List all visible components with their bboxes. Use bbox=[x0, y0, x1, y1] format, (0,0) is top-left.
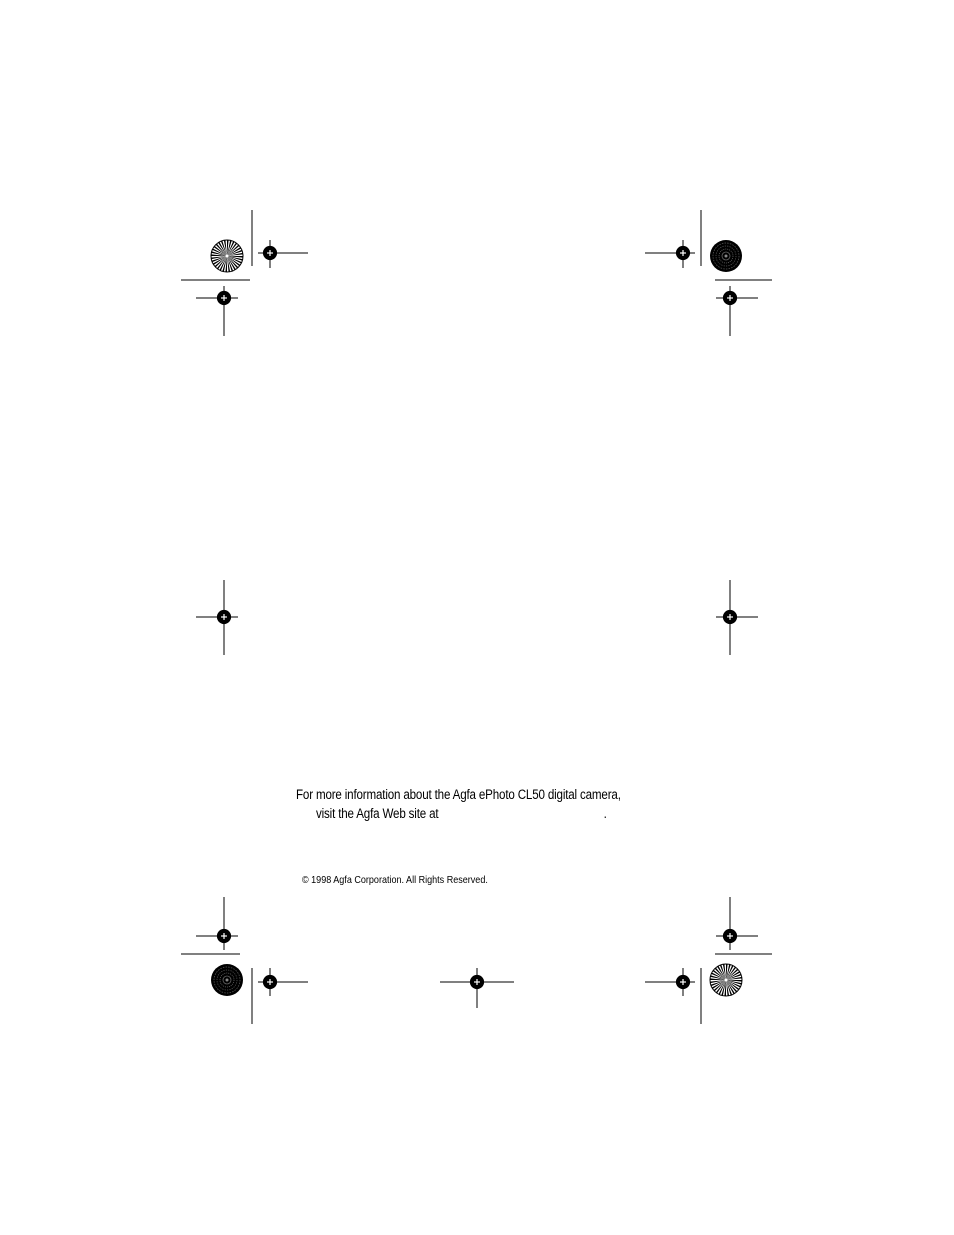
dark-target-bottom-left bbox=[211, 964, 243, 996]
registration-mark bbox=[258, 968, 308, 996]
registration-mark bbox=[645, 240, 695, 268]
starburst-target-top-left bbox=[211, 240, 243, 272]
registration-mark bbox=[258, 240, 308, 268]
registration-mark bbox=[645, 968, 695, 996]
registration-mark bbox=[196, 580, 238, 655]
dark-target-top-right bbox=[710, 240, 742, 272]
sentence-period: . bbox=[603, 806, 607, 821]
registration-mark bbox=[196, 897, 238, 950]
registration-mark bbox=[716, 286, 758, 336]
visit-web-site-text: visit the Agfa Web site at bbox=[316, 806, 439, 821]
info-text-line-2 bbox=[316, 806, 607, 822]
registration-mark bbox=[440, 968, 514, 1008]
registration-mark bbox=[716, 580, 758, 655]
registration-mark bbox=[196, 286, 238, 336]
starburst-target-bottom-right bbox=[710, 964, 742, 996]
info-text-line-1: For more information about the Agfa ePhoto CL50 digital camera, bbox=[296, 787, 621, 802]
copyright-notice: © 1998 Agfa Corporation. All Rights Reserved. bbox=[302, 874, 488, 886]
registration-mark bbox=[716, 897, 758, 950]
